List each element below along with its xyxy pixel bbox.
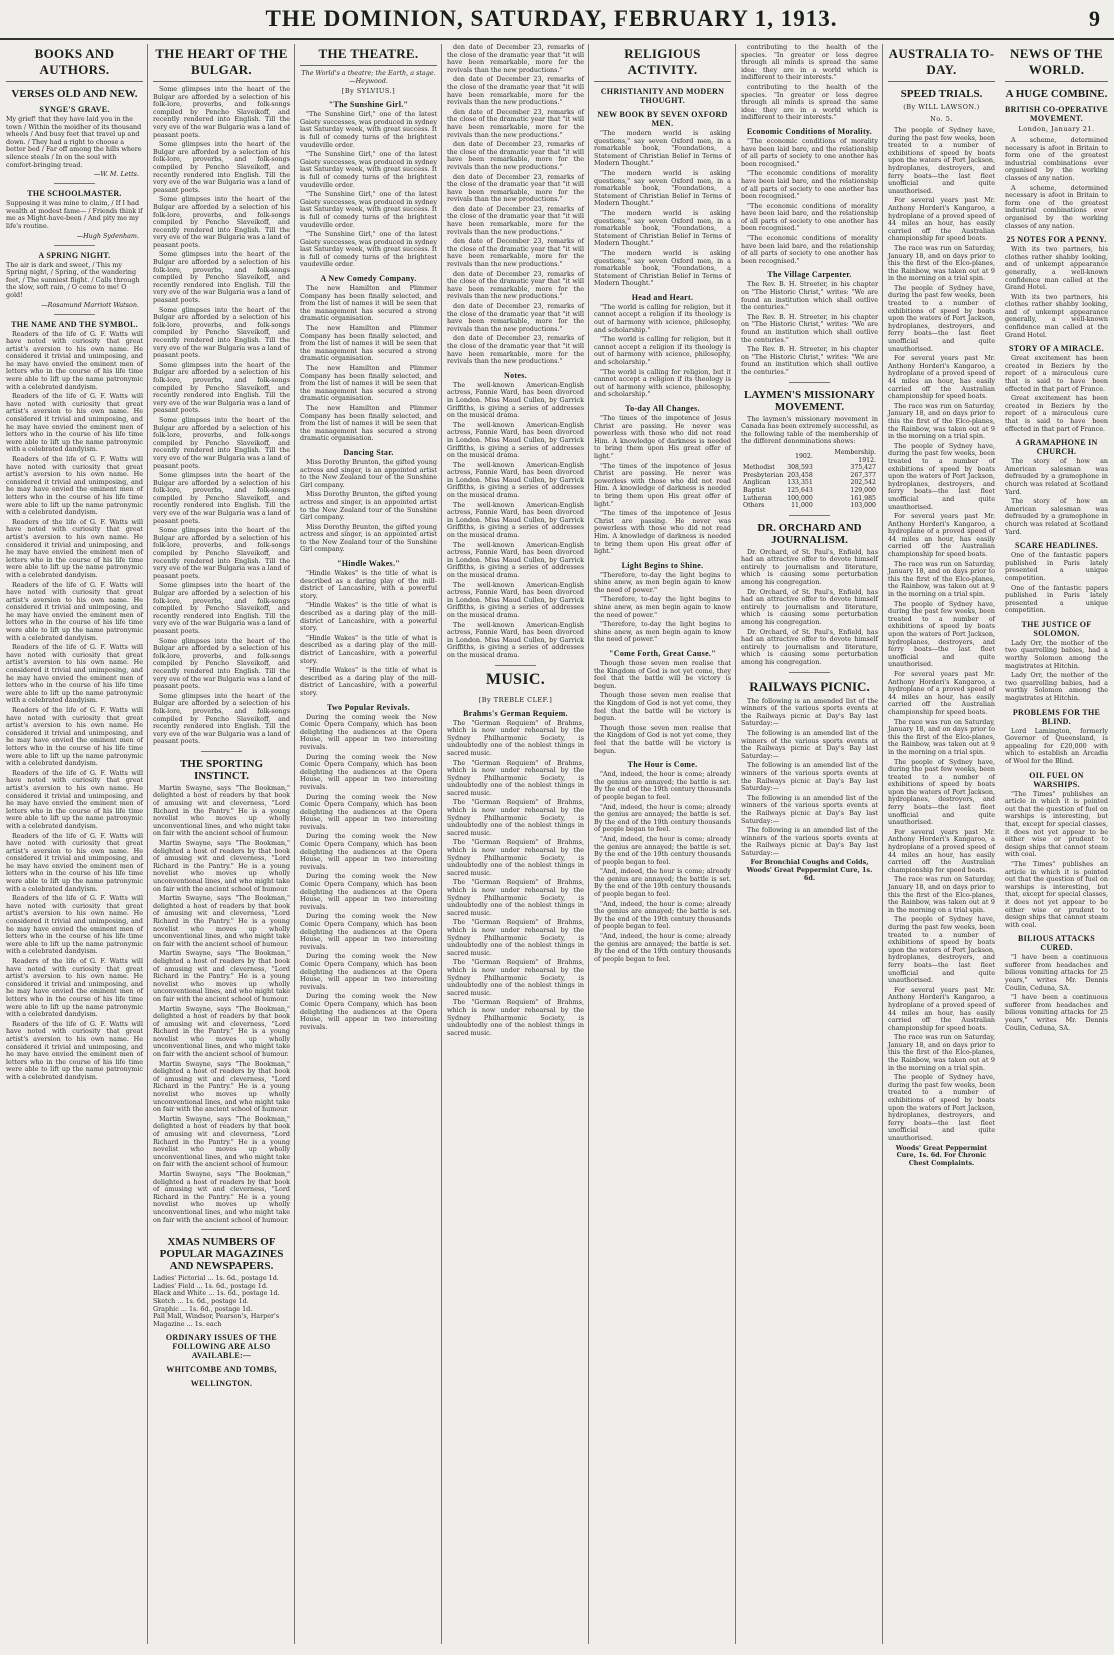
article-text: Martin Swayne, says "The Bookman," delighted a host of readers by that book of amusing wit and cleverness, "Lord Richard in the Pantry." He is a young novelist who moves up wholly unconventional lines, and who might take on fair with the ancient school of humour. xyxy=(153,1169,290,1224)
column-rule xyxy=(441,44,442,1644)
table-row xyxy=(741,502,878,510)
table-cell: 267,377 xyxy=(850,471,876,479)
article-text: During the coming week the New Comic Opera Company, which has been delighting the audiences at the Opera House, will appear in two interesting revivals. xyxy=(300,912,437,951)
article-text: Some glimpses into the heart of the Bulgar are afforded by a selection of his folk-lore, proverbs, and folk-songs compiled by Pencho Slaveikoff, and recently rendered into English. Till the very eve of the war Bulgaria was a land of peasant poets. xyxy=(153,581,290,635)
poem-title: A SPRING NIGHT. xyxy=(38,250,111,260)
article-text: Some glimpses into the heart of the Bulgar are afforded by a selection of his folk-lore, proverbs, and folk-songs compiled by Pencho Slaveikoff, and recently rendered into English. Till the very eve of the war Bulgaria was a land of peasant poets. xyxy=(153,195,290,249)
article-title: DR. ORCHARD AND JOURNALISM. xyxy=(757,521,862,546)
article-text: The story of how an American salesman was defrauded by a gramophone in church was related at Scotland Yard. xyxy=(1005,497,1108,536)
poem-signature: —Rosamund Marriott Watson. xyxy=(41,300,139,309)
article-title: The Village Carpenter. xyxy=(767,270,852,280)
article-text: Great excitement has been created in Beziers by the report of a miraculous cure that is said to have been effected in that part of France. xyxy=(1005,354,1108,393)
article-text: "The economic conditions of morality have been laid bare, and the relationship of all parts of society to one another has been recognised." xyxy=(741,136,878,168)
article-text: During the coming week the New Comic Opera Company, which has been delighting the audiences at the Opera House, will appear in two interesting revivals. xyxy=(300,872,437,911)
subheader: BRITISH CO-OPERATIVE MOVEMENT. xyxy=(1005,105,1108,123)
masthead xyxy=(0,0,1114,40)
table-cell: 100,000 xyxy=(787,494,813,502)
article-title: "The Sunshine Girl." xyxy=(328,100,409,110)
article-text: The "German Requiem" of Brahms, which is now under rehearsal by the Sydney Philharmonic Society, is undoubtedly one of the noblest things in sacred music. xyxy=(447,798,584,837)
article-number: No. 5. xyxy=(930,115,953,123)
article-text: The race was run on Saturday, January 18, and on days prior to this the first of the Elco-planes, the Rainbow, was taken out at 9 in the morning on a trial spin. xyxy=(888,243,995,283)
article-text: The following is an amended list of the winners of the various sports events at the Railways picnic at Day's Bay last Saturday:— xyxy=(741,761,878,793)
article-text: "The Sunshine Girl," one of the latest Gaiety successes, was produced in sydney last Saturday week, with great success. It is full of comedy turns of the brightest vaudeville order. xyxy=(300,230,437,269)
dateline: London, January 21. xyxy=(1018,125,1095,133)
subheader: NEW BOOK BY SEVEN OXFORD MEN. xyxy=(597,110,728,128)
article-text: "The times of the impotence of Jesus Christ are passing. He never was powerless with those who did not read Him. A knowledge of darkness is needed to bring them upon His great offer of light." xyxy=(594,509,731,556)
article-text: Though those seven men realise that the Kingdom of God is not yet come, they feel that the battle will be victory is begun. xyxy=(594,691,731,723)
membership-table xyxy=(741,449,878,510)
article-text: The race was run on Saturday, January 18, and on days prior to this the first of the Elco-planes, the Rainbow, was taken out at 9 in the morning on a trial spin. xyxy=(888,401,995,441)
article-text: The people of Sydney have, during the past few weeks, been treated to a number of exhibitions of speed by boats upon the waters of Port Jackson, hydroplanes, destroyers, and ferry boats—the last fleet unofficial and quite unauthorised. xyxy=(888,757,995,827)
article-text: "Hindle Wakes" is the title of what is described as a daring play of the mill-district of Lancashire, with a powerful story. xyxy=(300,569,437,600)
article-text: With its two partners, his clothes rather shabby looking, and of unkempt appearance generally, a well-known confidence man called at the Grand Hotel. xyxy=(1005,245,1108,292)
article-text: During the coming week the New Comic Opera Company, which has been delighting the audiences at the Opera House, will appear in two interesting revivals. xyxy=(300,792,437,831)
article-text: Readers of the life of G. F. Watts will have noted with curiosity that great artist's aversion to his own name. He considered it trivial and unimposing, and he may have envied the eminent men of letters who in the course of his life time were able to lift up the name patronymic with a celebrated dandyism. xyxy=(6,455,143,517)
article-title: PROBLEMS FOR THE BLIND. xyxy=(1012,707,1101,726)
advert-line: Woods' Great Peppermint Cure, 1s. 6d. For Chronic Chest Complaints. xyxy=(895,1143,988,1167)
advert-subtitle: ORDINARY ISSUES OF THE FOLLOWING ARE ALSO AVAILABLE:— xyxy=(165,1333,278,1361)
article-text: Readers of the life of G. F. Watts will have noted with curiosity that great artist's aversion to his own name. He considered it trivial and unimposing, and he may have envied the eminent men of letters who in the course of his life time were able to lift up the name patronymic with a celebrated dandyism. xyxy=(6,706,143,768)
article-text: The "German Requiem" of Brahms, which is now under rehearsal by the Sydney Philharmonic Society, is undoubtedly one of the noblest things in sacred music. xyxy=(447,758,584,797)
article-text: The new Hamilton and Plimmer Company has been finally selected, and from the list of names it will be seen that the management has secured a strong dramatic organisation. xyxy=(300,403,437,443)
article-text: The people of Sydney have, during the past few weeks, been treated to a number of exhibitions of speed by boats upon the waters of Port Jackson, hydroplanes, destroyers, and ferry boats—the last fleet unofficial and quite unauthorised. xyxy=(888,441,995,511)
article-text: Miss Dorothy Brunton, the gifted young actress and singer, is an appointed artist to the New Zealand tour of the Sunshine Girl company. xyxy=(300,490,437,522)
column-rule xyxy=(735,44,736,1644)
poem-signature: —Hugh Sydenham. xyxy=(76,231,139,240)
article-text: The well-known American-English actress, Fannie Ward, has been divorced in London. Miss Maud Cullen, by Garrick Griffiths, is giving a series of addresses on the musical drama. xyxy=(447,540,584,579)
article-text: One of the fantastic papers published in Paris lately presented a unique competition. xyxy=(1005,551,1108,582)
article-title: THE SPORTING INSTINCT. xyxy=(179,757,264,782)
subheader-verses: VERSES OLD AND NEW. xyxy=(11,88,138,100)
article-text: "The modern world is asking questions," say seven Oxford men, in a remarkable book, "Foundations, a Statement of Christian Belief in Terms of Modern Thought." xyxy=(594,208,731,248)
column-books-and-authors xyxy=(2,44,147,1649)
article-text: Readers of the life of G. F. Watts will have noted with curiosity that great artist's aversion to his own name. He considered it trivial and unimposing, and he may have envied the eminent men of letters who in the course of his life time were able to lift up the name patronymic with a celebrated dandyism. xyxy=(6,894,143,956)
article-text: Some glimpses into the heart of the Bulgar are afforded by a selection of his folk-lore, proverbs, and folk-songs compiled by Pencho Slaveikoff, and recently rendered into English. Till the very eve of the war Bulgaria was a land of peasant poets. xyxy=(153,85,290,139)
article-text: "The Times" publishes an article in which it is pointed out that the question of fuel on warships is interesting, but that, except for special classes, it does not yet appear to be either wise or prudent to design ships that cannot steam with coal. xyxy=(1005,859,1108,929)
table-cell: 202,542 xyxy=(850,479,876,487)
article-text: "Therefore, to-day the light begins to shine anew, as men begin again to know the need of power." xyxy=(594,595,731,619)
article-text: contributing to the health of the species. "In greater or less degree through all minds is spread the same idea: they are in a world which is indifferent to their interests." xyxy=(741,82,878,122)
article-text: "The Sunshine Girl," one of the latest Gaiety successes, was produced in sydney last Saturday week, with great success. It is full of comedy turns of the brightest vaudeville order. xyxy=(300,150,437,189)
article-text: The well-known American-English actress, Fannie Ward, has been divorced in London. Miss Maud Cullen, by Garrick Griffiths, is giving a series of addresses on the musical drama. xyxy=(447,580,584,619)
article-text: Miss Dorothy Brunton, the gifted young actress and singer, is an appointed artist to the New Zealand tour of the Sunshine Girl company. xyxy=(300,457,437,489)
article-text: "Therefore, to-day the light begins to shine anew, as men begin again to know the need of power." xyxy=(594,620,731,644)
article-text: The well-known American-English actress, Fannie Ward, has been divorced in London. Miss Maud Cullen, by Garrick Griffiths, is giving a series of addresses on the musical drama. xyxy=(447,460,584,500)
advert-title: XMAS NUMBERS OF POPULAR MAGAZINES AND NEWSPAPERS. xyxy=(159,1236,284,1273)
column-rule xyxy=(588,44,589,1644)
article-text: "The Sunshine Girl," one of the latest Gaiety successes, was produced in sydney last Saturday week, with great success. It is full of comedy turns of the brightest vaudeville order. xyxy=(300,110,437,149)
column-religious xyxy=(590,44,735,1649)
article-text: den date of December 23, remarks of the close of the dramatic year that "it will have been remarkable, more for the revivals than the new productions." xyxy=(447,269,584,301)
article-text: "Hindle Wakes" is the title of what is described as a daring play of the mill-district of Lancashire, with a powerful story. xyxy=(300,633,437,665)
table-row xyxy=(741,487,878,495)
table-cell: 103,000 xyxy=(850,502,876,510)
column-australia xyxy=(884,44,999,1649)
table-cell: 133,351 xyxy=(787,479,813,487)
article-text: The people of Sydney have, during the past few weeks, been treated to a number of exhibitions of speed by boats upon the waters of Port Jackson, hydroplanes, destroyers, and ferry boats—the last fleet unofficial and quite unauthorised. xyxy=(888,1073,995,1142)
article-text: "And, indeed, the hour is come; already the genius are annayed; the battle is set. By the end of the 19th century thousands of people began to feel. xyxy=(594,932,731,963)
article-text: "The economic conditions of morality have been laid bare, and the relationship of all parts of society to one another has been recognised." xyxy=(741,234,878,265)
article-title: LAYMEN'S MISSIONARY MOVEMENT. xyxy=(744,388,875,413)
article-text: With its two partners, his clothes rather shabby looking, and of unkempt appearance generally, a well-known confidence man called at the Grand Hotel. xyxy=(1005,292,1108,339)
article-text: Some glimpses into the heart of the Bulgar are afforded by a selection of his folk-lore, proverbs, and folk-songs compiled by Pencho Slaveikoff, and recently rendered into English. Till the very eve of the war Bulgaria was a land of peasant poets. xyxy=(153,250,290,305)
article-text: The well-known American-English actress, Fannie Ward, has been divorced in London. Miss Maud Cullen, by Garrick Griffiths, is giving a series of addresses on the musical drama. xyxy=(447,500,584,540)
article-text: Great excitement has been created in Beziers by the report of a miraculous cure that is said to have been effected in that part of France. xyxy=(1005,394,1108,433)
article-text: The new Hamilton and Plimmer Company has been finally selected, and from the list of names it will be seen that the management has secured a strong dramatic organisation. xyxy=(300,284,437,323)
article-text: The people of Sydney have, during the past few weeks, been treated to a number of exhibitions of speed by boats upon the waters of Port Jackson, hydroplanes, destroyers, and ferry boats—the last fleet unofficial and quite unauthorised. xyxy=(888,283,995,353)
article-text: Readers of the life of G. F. Watts will have noted with curiosity that great artist's aversion to his own name. He considered it trivial and unimposing, and he may have envied the eminent men of letters who in the course of his life time were able to lift up the name patronymic with a celebrated dandyism. xyxy=(6,580,143,642)
article-text: "The world is calling for religion, but it cannot accept a religion if its theology is out of harmony with science, philosophy, and scholarship." xyxy=(594,367,731,399)
subheader: A HUGE COMBINE. xyxy=(1005,88,1108,100)
epigraph: The World's a theatre; the Earth, a stage.—Heywood. xyxy=(301,69,436,85)
article-text: Lord Lamington, formerly Governor of Queensland, is appealing for £20,000 with which to establish an Arcadia of Wool for the Blind. xyxy=(1005,726,1108,765)
article-text: Dr. Orchard, of St. Paul's, Enfield, has had an attractive offer to devote himself entirely to journalism and literature, which is causing some perturbation among his congregation. xyxy=(741,627,878,666)
article-text: "The economic conditions of morality have been laid bare, and the relationship of all parts of society to one another has been recognised." xyxy=(741,201,878,233)
table-header-cell xyxy=(741,449,785,464)
byline: (By WILL LAWSON.) xyxy=(903,103,980,111)
article-text: den date of December 23, remarks of the close of the dramatic year that "it will have been remarkable, more for the revivals than the new productions." xyxy=(447,75,584,107)
article-text: "The times of the impotence of Jesus Christ are passing. He never was powerless with those who did not read Him. A knowledge of darkness is needed to bring them upon His great offer of light." xyxy=(594,414,731,460)
column-rule xyxy=(147,44,148,1644)
article-title: The Hour is Come. xyxy=(627,760,698,770)
article-text: "Therefore, to-day the light begins to shine anew, as men begin again to know the need of power." xyxy=(594,570,731,594)
advert-item: Sketch ... 1s. 6d., postage 1d. xyxy=(153,1296,249,1305)
article-text: "The Sunshine Girl," one of the latest Gaiety successes, was produced in sydney last Saturday week, with great success. It is full of comedy turns of the brightest vaudeville order. xyxy=(300,190,437,229)
article-text: The well-known American-English actress, Fannie Ward, has been divorced in London. Miss Maud Cullen, by Garrick Griffiths, is giving a series of addresses on the musical drama. xyxy=(447,620,584,659)
article-title: 25 NOTES FOR A PENNY. xyxy=(1006,235,1107,245)
article-text: The people of Sydney have, during the past few weeks, been treated to a number of exhibitions of speed by boats upon the waters of Port Jackson, hydroplanes, destroyers, and ferry boats—the last fleet unofficial and quite unauthorised. xyxy=(888,915,995,985)
article-text: Martin Swayne, says "The Bookman," delighted a host of readers by that book of amusing wit and cleverness, "Lord Richard in the Pantry." He is a young novelist who moves up wholly unconventional lines, and who might take on fair with the ancient school of humour. xyxy=(153,894,290,948)
article-text: During the coming week the New Comic Opera Company, which has been delighting the audiences at the Opera House, will appear in two interesting revivals. xyxy=(300,952,437,991)
separator xyxy=(54,314,95,315)
article-text: The laymen's missionary movement in Canada has been extremely successful, as the following table of the membership of the different denominations shows: xyxy=(741,414,878,446)
column-religious-continued xyxy=(737,44,882,1649)
article-text: During the coming week the New Comic Opera Company, which has been delighting the audiences at the Opera House, will appear in two interesting revivals. xyxy=(300,712,437,751)
advert-line: For Bronchial Coughs and Colds, Woods' Great Peppermint Cure, 1s. 6d. xyxy=(746,858,873,882)
article-text: For several years past Mr. Anthony Horderi's Kangaroo, a hydroplane of a proved speed of 44 miles an hour, has easily carried off the Australian championship for speed boats. xyxy=(888,669,995,716)
article-text: Readers of the life of G. F. Watts will have noted with curiosity that great artist's aversion to his own name. He considered it trivial and unimposing, and he may have envied the eminent men of letters who in the course of his life time were able to lift up the name patronymic with a celebrated dandyism. xyxy=(6,831,143,893)
article-text: Some glimpses into the heart of the Bulgar are afforded by a selection of his folk-lore, proverbs, and folk-songs compiled by Pencho Slaveikoff, and recently rendered into English. Till the very eve of the war Bulgaria was a land of peasant poets. xyxy=(153,305,290,360)
section-header-bulgar: THE HEART OF THE BULGAR. xyxy=(153,46,290,82)
article-text: den date of December 23, remarks of the close of the dramatic year that "it will have been remarkable, more for the revivals than the new productions." xyxy=(447,107,584,139)
advert-signature: WELLINGTON. xyxy=(190,1379,253,1389)
advert-item: Graphic ... 1s. 6d., postage 1d. xyxy=(153,1304,253,1313)
article-text: For several years past Mr. Anthony Horderi's Kangaroo, a hydroplane of a proved speed of 44 miles an hour, has easily carried off the Australian championship for speed boats. xyxy=(888,512,995,559)
article-title: STORY OF A MIRACLE. xyxy=(1009,344,1104,354)
poem-text: The air is dark and sweet, / This my Spring night, / Spring, of the wandering feet, / The sunniest flight. / Calls through the slow, soft rain, / O come to me! O gold! xyxy=(6,260,140,299)
article-text: The Rev. B. H. Streeter, in his chapter on "The Historic Christ," writes: "We are found an institution which shall outlive the centuries." xyxy=(741,312,878,344)
table-header-cell: 1902. xyxy=(795,452,813,460)
article-text: The Rev. B. H. Streeter, in his chapter on "The Historic Christ," writes: "We are found an institution which shall outlive the centuries." xyxy=(741,345,878,376)
article-text: The following is an amended list of the winners of the various sports events at the Railways picnic at Day's Bay last Saturday:— xyxy=(741,793,878,825)
article-text: den date of December 23, remarks of the close of the dramatic year that "it will have been remarkable, more for the revivals than the new productions." xyxy=(447,44,584,74)
article-text: Miss Dorothy Brunton, the gifted young actress and singer, is an appointed artist to the New Zealand tour of the Sunshine Girl company. xyxy=(300,522,437,554)
table-cell: Methodist xyxy=(743,464,775,472)
article-text: Martin Swayne, says "The Bookman," delighted a host of readers by that book of amusing wit and cleverness, "Lord Richard in the Pantry." He is a young novelist who moves up wholly unconventional lines, and who might take on fair with the ancient school of humour. xyxy=(153,783,290,838)
article-text: The following is an amended list of the winners of the various sports events at the Railways picnic at Day's Bay last Saturday:— xyxy=(741,826,878,857)
article-text: For several years past Mr. Anthony Horderi's Kangaroo, a hydroplane of a proved speed of 44 miles an hour, has easily carried off the Australian championship for speed boats. xyxy=(888,827,995,874)
article-text: During the coming week the New Comic Opera Company, which has been delighting the audiences at the Opera House, will appear in two interesting revivals. xyxy=(300,992,437,1031)
poem-title: SYNGE'S GRAVE. xyxy=(39,105,110,114)
article-text: Readers of the life of G. F. Watts will have noted with curiosity that great artist's aversion to his own name. He considered it trivial and unimposing, and he may have envied the eminent men of letters who in the course of his life time were able to lift up the name patronymic with a celebrated dandyism. xyxy=(6,392,143,454)
article-title: A New Comedy Company. xyxy=(320,274,417,284)
byline: [By SYLVIUS.] xyxy=(341,87,396,96)
article-text: Some glimpses into the heart of the Bulgar are afforded by a selection of his folk-lore, proverbs, and folk-songs compiled by Pencho Slaveikoff, and recently rendered into English. Till the very eve of the war Bulgaria was a land of peasant poets. xyxy=(153,471,290,525)
article-text: For several years past Mr. Anthony Horderi's Kangaroo, a hydroplane of a proved speed of 44 miles an hour, has easily carried off the Australian championship for speed boats. xyxy=(888,354,995,401)
article-text: The Rev. B. H. Streeter, in his chapter on "The Historic Christ," writes: "We are found an institution which shall outlive the centuries." xyxy=(741,280,878,312)
article-text: Readers of the life of G. F. Watts will have noted with curiosity that great artist's aversion to his own name. He considered it trivial and unimposing, and he may have envied the eminent men of letters who in the course of his life time were able to lift up the name patronymic with a celebrated dandyism. xyxy=(6,768,143,830)
article-text: The race was run on Saturday, January 18, and on days prior to this the first of the Elco-planes, the Rainbow, was taken out at 9 in the morning on a trial spin. xyxy=(888,875,995,914)
article-title: THE JUSTICE OF SOLOMON. xyxy=(1021,619,1092,638)
subheader: SPEED TRIALS. xyxy=(900,88,983,100)
article-text: Some glimpses into the heart of the Bulgar are afforded by a selection of his folk-lore, proverbs, and folk-songs compiled by Pencho Slaveikoff, and recently rendered into English. Till the very eve of the war Bulgaria was a land of peasant poets. xyxy=(153,691,290,746)
article-text: During the coming week the New Comic Opera Company, which has been delighting the audiences at the Opera House, will appear in two interesting revivals. xyxy=(300,752,437,791)
advert-item: Ladies' Pictorial ... 1s. 6d., postage 1d. xyxy=(153,1274,279,1283)
article-text: During the coming week the New Comic Opera Company, which has been delighting the audiences at the Opera House, will appear in two interesting revivals. xyxy=(300,832,437,871)
article-text: The following is an amended list of the winners of the various sports events at the Railways picnic at Day's Bay last Saturday:— xyxy=(741,728,878,760)
article-text: The "German Requiem" of Brahms, which is now under rehearsal by the Sydney Philharmonic Society, is undoubtedly one of the noblest things in sacred music. xyxy=(447,838,584,877)
article-text: Readers of the life of G. F. Watts will have noted with curiosity that great artist's aversion to his own name. He considered it trivial and unimposing, and he may have envied the eminent men of letters who in the course of his life time were able to lift up the name patronymic with a celebrated dandyism. xyxy=(6,957,143,1019)
page-number: 9 xyxy=(1089,6,1100,31)
article-text: The race was run on Saturday, January 18, and on days prior to this the first of the Elco-planes, the Rainbow, was taken out at 9 in the morning on a trial spin. xyxy=(888,717,995,756)
section-header-religious: RELIGIOUS ACTIVITY. xyxy=(594,46,731,82)
byline: [By TREBLE CLEF.] xyxy=(478,695,553,704)
article-text: The race was run on Saturday, January 18, and on days prior to this the first of the Elco-planes, the Rainbow, was taken out at 9 in the morning on a trial spin. xyxy=(888,559,995,599)
article-text: Some glimpses into the heart of the Bulgar are afforded by a selection of his folk-lore, proverbs, and folk-songs compiled by Pencho Slaveikoff, and recently rendered into English. Till the very eve of the war Bulgaria was a land of peasant poets. xyxy=(153,526,290,580)
article-text: Dr. Orchard, of St. Paul's, Enfield, has had an attractive offer to devote himself entirely to journalism and literature, which is causing some perturbation among his congregation. xyxy=(741,587,878,627)
article-text: Martin Swayne, says "The Bookman," delighted a host of readers by that book of amusing wit and cleverness, "Lord Richard in the Pantry." He is a young novelist who moves up wholly unconventional lines, and who might take on fair with the ancient school of humour. xyxy=(153,1059,290,1114)
article-text: den date of December 23, remarks of the close of the dramatic year that "it will have been remarkable, more for the revivals than the new productions." xyxy=(447,302,584,333)
table-cell: 125,643 xyxy=(787,486,813,494)
article-text: "Hindle Wakes" is the title of what is described as a daring play of the mill-district of Lancashire, with a powerful story. xyxy=(300,601,437,633)
table-cell: 11,000 xyxy=(791,502,813,510)
article-text: "I have been a continuous sufferer from headaches and bilious vomiting attacks for 25 years," writes Mr. Dennis Coulin, Ceduna, SA. xyxy=(1005,993,1108,1032)
article-text: For several years past Mr. Anthony Horderi's Kangaroo, a hydroplane of a proved speed of 44 miles an hour, has easily carried off the Australian championship for speed boats. xyxy=(888,985,995,1032)
article-text: The new Hamilton and Plimmer Company has been finally selected, and from the list of names it will be seen that the management has secured a strong dramatic organisation. xyxy=(300,324,437,363)
article-title: Head and Heart. xyxy=(631,292,694,302)
article-title: SCARE HEADLINES. xyxy=(1014,541,1099,551)
article-text: "The world is calling for religion, but it cannot accept a religion if its theology is out of harmony with science, philosophy, and scholarship." xyxy=(594,302,731,334)
separator xyxy=(54,183,95,184)
advert-item: Pall Mall, Windsor, Pearson's, Harper's Magazine ... 1s. each xyxy=(153,1312,280,1328)
article-text: "The modern world is asking questions," say seven Oxford men, in a remarkable book, "Foundations, a Statement of Christian Belief in Terms of Modern Thought." xyxy=(594,248,731,288)
separator xyxy=(495,665,536,666)
article-text: The race was run on Saturday, January 18, and on days prior to this the first of the Elco-planes, the Rainbow, was taken out at 9 in the morning on a trial spin. xyxy=(888,1033,995,1072)
advert-signature: WHITCOMBE AND TOMBS, xyxy=(166,1365,277,1375)
poem-signature: —W. M. Letts. xyxy=(94,170,139,179)
article-text: "The modern world is asking questions," say seven Oxford men, in a remarkable book, "Foundations, a Statement of Christian Belief in Terms of Modern Thought." xyxy=(594,129,731,168)
article-text: Some glimpses into the heart of the Bulgar are afforded by a selection of his folk-lore, proverbs, and folk-songs compiled by Pencho Slaveikoff, and recently rendered into English. Till the very eve of the war Bulgaria was a land of peasant poets. xyxy=(153,360,290,415)
article-title: BILIOUS ATTACKS CURED. xyxy=(1018,934,1095,953)
table-cell: Others xyxy=(743,502,765,510)
table-header-cell: Membership. 1912. xyxy=(834,448,876,464)
article-title: Dancing Star. xyxy=(343,447,394,457)
article-text: den date of December 23, remarks of the close of the dramatic year that "it will have been remarkable, more for the revivals than the new productions." xyxy=(447,334,584,366)
article-title: RAILWAYS PICNIC. xyxy=(749,678,870,694)
article-text: Readers of the life of G. F. Watts will have noted with curiosity that great artist's aversion to his own name. He considered it trivial and unimposing, and he may have envied the eminent men of letters who in the course of his life time were able to lift up the name patronymic with a celebrated dandyism. xyxy=(6,517,143,579)
article-text: The "German Requiem" of Brahms, which is now under rehearsal by the Sydney Philharmonic Society, is undoubtedly one of the noblest things in sacred music. xyxy=(447,998,584,1037)
section-header-music: MUSIC. xyxy=(485,670,546,688)
separator xyxy=(54,245,95,246)
article-text: Readers of the life of G. F. Watts will have noted with curiosity that great artist's aversion to his own name. He considered it trivial and unimposing, and he may have envied the eminent men of letters who in the course of his life time were able to lift up the name patronymic with a celebrated dandyism. xyxy=(6,329,143,391)
table-row xyxy=(741,464,878,472)
article-title: Two Popular Revivals. xyxy=(326,702,411,712)
article-text: Martin Swayne, says "The Bookman," delighted a host of readers by that book of amusing wit and cleverness, "Lord Richard in the Pantry." He is a young novelist who moves up wholly unconventional lines, and who might take on fair with the ancient school of humour. xyxy=(153,949,290,1003)
table-cell: 161,985 xyxy=(850,494,876,502)
article-text: Some glimpses into the heart of the Bulgar are afforded by a selection of his folk-lore, proverbs, and folk-songs compiled by Pencho Slaveikoff, and recently rendered into English. Till the very eve of the war Bulgaria was a land of peasant poets. xyxy=(153,636,290,691)
column-rule xyxy=(882,44,883,1644)
table-cell: 129,000 xyxy=(850,486,876,494)
article-text: The people of Sydney have, during the past few weeks, been treated to a number of exhibitions of speed by boats upon the waters of Port Jackson, hydroplanes, destroyers, and ferry boats—the last fleet unofficial and quite unauthorised. xyxy=(888,126,995,195)
article-text: "The modern world is asking questions," say seven Oxford men, in a remarkable book, "Foundations, a Statement of Christian Belief in Terms of Modern Thought." xyxy=(594,168,731,208)
article-text: "And, indeed, the hour is come; already the genius are annayed; the battle is set. By the end of the 19th century thousands of people began to feel. xyxy=(594,899,731,931)
article-text: "The economic conditions of morality have been laid bare, and the relationship of all parts of society to one another has been recognised." xyxy=(741,169,878,201)
table-cell: Presbyterian xyxy=(743,471,784,479)
table-cell: Lutheran xyxy=(743,494,772,502)
column-theatre-music xyxy=(443,44,588,1649)
article-text: The "German Requiem" of Brahms, which is now under rehearsal by the Sydney Philharmonic Society, is undoubtedly one of the noblest things in sacred music. xyxy=(447,918,584,957)
separator xyxy=(789,515,830,516)
table-row xyxy=(741,479,878,487)
article-text: Readers of the life of G. F. Watts will have noted with curiosity that great artist's aversion to his own name. He considered it trivial and unimposing, and he may have envied the eminent men of letters who in the course of his life time were able to lift up the name patronymic with a celebrated dandyism. xyxy=(6,643,143,705)
advert-item: Ladies' Field ... 1s. 6d., postage 1d. xyxy=(153,1281,268,1290)
article-text: den date of December 23, remarks of the close of the dramatic year that "it will have been remarkable, more for the revivals than the new productions." xyxy=(447,140,584,171)
subheader: CHRISTIANITY AND MODERN THOUGHT. xyxy=(600,87,725,105)
article-title: Light Begins to Shine. xyxy=(621,560,704,570)
table-row xyxy=(741,472,878,480)
article-text: Martin Swayne, says "The Bookman," delighted a host of readers by that book of amusing wit and cleverness, "Lord Richard in the Pantry." He is a young novelist who moves up wholly unconventional lines, and who might take on fair with the ancient school of humour. xyxy=(153,1114,290,1169)
article-text: For several years past Mr. Anthony Horderi's Kangaroo, a hydroplane of a proved speed of 44 miles an hour, has easily carried off the Australian championship for speed boats. xyxy=(888,196,995,243)
article-text: "Hindle Wakes" is the title of what is described as a daring play of the mill-district of Lancashire, with a powerful story. xyxy=(300,666,437,697)
article-text: "The world is calling for religion, but it cannot accept a religion if its theology is out of harmony with science, philosophy, and scholarship." xyxy=(594,335,731,367)
article-text: Though those seven men realise that the Kingdom of God is not yet come, they feel that the battle will be victory is begun. xyxy=(594,723,731,755)
article-text: "And, indeed, the hour is come; already the genius are annayed; the battle is set. By the end of the 19th century thousands of people began to feel. xyxy=(594,834,731,866)
article-text: contributing to the health of the species. "In greater or less degree through all minds is spread the same idea: they are in a world which is indifferent to their interests." xyxy=(741,44,878,82)
section-header-news: NEWS OF THE WORLD. xyxy=(1005,46,1108,82)
article-text: Some glimpses into the heart of the Bulgar are afforded by a selection of his folk-lore, proverbs, and folk-songs compiled by Pencho Slaveikoff, and recently rendered into English. Till the very eve of the war Bulgaria was a land of peasant poets. xyxy=(153,140,290,194)
article-text: Some glimpses into the heart of the Bulgar are afforded by a selection of his folk-lore, proverbs, and folk-songs compiled by Pencho Slaveikoff, and recently rendered into English. Till the very eve of the war Bulgaria was a land of peasant poets. xyxy=(153,415,290,470)
advert-item: Black and White ... 1s. 6d., postage 1d. xyxy=(153,1289,280,1298)
article-text: The new Hamilton and Plimmer Company has been finally selected, and from the list of names it will be seen that the management has secured a strong dramatic organisation. xyxy=(300,364,437,403)
article-title: "Come Forth, Great Cause." xyxy=(609,649,716,659)
article-title: OIL FUEL ON WARSHIPS. xyxy=(1029,770,1084,789)
article-text: The well-known American-English actress, Fannie Ward, has been divorced in London. Miss Maud Cullen, by Garrick Griffiths, is giving a series of addresses on the musical drama. xyxy=(447,420,584,460)
article-title: Notes. xyxy=(504,370,527,380)
article-text: The story of how an American salesman was defrauded by a gramophone in church was related at Scotland Yard. xyxy=(1005,457,1108,496)
article-text: The "German Requiem" of Brahms, which is now under rehearsal by the Sydney Philharmonic Society, is undoubtedly one of the noblest things in sacred music. xyxy=(447,878,584,917)
article-title: Economic Conditions of Morality. xyxy=(746,126,873,136)
article-text: Lady Orr, the mother of the two quarrelling babies, had a worthy Solomon among the magistrates at Hitchin. xyxy=(1005,671,1108,703)
separator xyxy=(789,672,830,673)
section-header-australia: AUSTRALIA TO-DAY. xyxy=(888,46,995,82)
section-header-books: BOOKS AND AUTHORS. xyxy=(6,46,143,82)
article-text: Readers of the life of G. F. Watts will have noted with curiosity that great artist's aversion to his own name. He considered it trivial and unimposing, and he may have envied the eminent men of letters who in the course of his life time were able to lift up the name patronymic with a celebrated dandyism. xyxy=(6,1019,143,1081)
table-cell: 308,593 xyxy=(787,464,813,472)
separator xyxy=(201,751,242,752)
article-text: Lady Orr, the mother of the two quarrelling babies, had a worthy Solomon among the magistrates at Hitchin. xyxy=(1005,638,1108,670)
section-header-theatre: THE THEATRE. xyxy=(300,46,437,66)
article-text: "The times of the impotence of Jesus Christ are passing. He never was powerless with those who did not read Him. A knowledge of darkness is needed to bring them upon His great offer of light." xyxy=(594,461,731,508)
column-bulgar xyxy=(149,44,294,1649)
article-text: Dr. Orchard, of St. Paul's, Enfield, has had an attractive offer to devote himself entirely to journalism and literature, which is causing some perturbation among his congregation. xyxy=(741,547,878,587)
article-title: THE NAME AND THE SYMBOL. xyxy=(11,319,138,329)
separator xyxy=(789,382,830,383)
article-text: "And, indeed, the hour is come; already the genius are annayed; the battle is set. By the end of the 19th century thousands of people began to feel. xyxy=(594,867,731,899)
article-text: Martin Swayne, says "The Bookman," delighted a host of readers by that book of amusing wit and cleverness, "Lord Richard in the Pantry." He is a young novelist who moves up wholly unconventional lines, and who might take on fair with the ancient school of humour. xyxy=(153,1004,290,1059)
article-text: The following is an amended list of the winners of the various sports events at the Railways picnic at Day's Bay last Saturday:— xyxy=(741,696,878,728)
column-rule xyxy=(294,44,295,1644)
column-news-of-the-world xyxy=(1001,44,1112,1649)
article-text: One of the fantastic papers published in Paris lately presented a unique competition. xyxy=(1005,583,1108,615)
table-header-row xyxy=(741,449,878,464)
separator xyxy=(201,1229,242,1230)
table-cell: 375,427 xyxy=(850,464,876,472)
poem-text: Supposing it was mine to claim, / If I had wealth at modest fame— / Friends think if me as Might-have-been / And pity me my life's routine. xyxy=(6,199,143,230)
article-text: The "German Requiem" of Brahms, which is now under rehearsal by the Sydney Philharmonic Society, is undoubtedly one of the noblest things in sacred music. xyxy=(447,958,584,997)
article-title: A GRAMAPHONE IN CHURCH. xyxy=(1015,438,1098,457)
article-text: "And, indeed, the hour is come; already the genius are annayed; the battle is set. By the end of the 19th century thousands of people began to feel. xyxy=(594,802,731,834)
table-cell: Baptist xyxy=(743,486,766,494)
article-text: The well-known American-English actress, Fannie Ward, has been divorced in London. Miss Maud Cullen, by Garrick Griffiths, is giving a series of addresses on the musical drama. xyxy=(447,380,584,420)
column-theatre xyxy=(296,44,441,1649)
article-title: "Hindle Wakes." xyxy=(336,559,401,569)
article-text: Though those seven men realise that the Kingdom of God is not yet come, they feel that the battle will be victory is begun. xyxy=(594,659,731,690)
table-cell: Anglican xyxy=(743,479,771,487)
article-text: A scheme, determined necessary is afoot in Britain to form one of the greatest industrial combinations ever organised by the working classes of any nation. xyxy=(1005,183,1108,230)
masthead-title: THE DOMINION, SATURDAY, FEBRUARY 1, 1913. xyxy=(265,6,838,31)
table-row xyxy=(741,495,878,503)
article-text: "I have been a continuous sufferer from headaches and bilious vomiting attacks for 25 years," writes Mr. Dennis Coulin, Ceduna, SA. xyxy=(1005,953,1108,992)
article-text: den date of December 23, remarks of the close of the dramatic year that "it will have been remarkable, more for the revivals than the new productions." xyxy=(447,172,584,204)
article-text: den date of December 23, remarks of the close of the dramatic year that "it will have been remarkable, more for the revivals than the new productions." xyxy=(447,237,584,269)
article-title: To-day All Changes. xyxy=(625,404,700,413)
article-text: The people of Sydney have, during the past few weeks, been treated to a number of exhibitions of speed by boats upon the waters of Port Jackson, hydroplanes, destroyers, and ferry boats—the last fleet unofficial and quite unauthorised. xyxy=(888,599,995,669)
table-cell: 203,458 xyxy=(787,471,813,479)
article-text: "And, indeed, the hour is come; already the genius are annayed; the battle is set. By the end of the 19th century thousands of people began to feel. xyxy=(594,770,731,801)
poem-text: My grief! that they have laid you in the town / Within the moidher of its thousand wheels / And busy feet that travel up and down. / They had a right to choose a better bed / Far off among the hills where silence steals / In on the soul with comfort-bringing tread. xyxy=(6,115,142,169)
article-text: A scheme, determined necessary is afoot in Britain to form one of the greatest industrial combinations ever organised by the working classes of any nation. xyxy=(1005,136,1108,182)
article-text: "The Times" publishes an article in which it is pointed out that the question of fuel on warships is interesting, but that, except for special classes, it does not yet appear to be either wise or prudent to design ships that cannot steam with coal. xyxy=(1005,789,1108,859)
article-text: Martin Swayne, says "The Bookman," delighted a host of readers by that book of amusing wit and cleverness, "Lord Richard in the Pantry." He is a young novelist who moves up wholly unconventional lines, and who might take on fair with the ancient school of humour. xyxy=(153,839,290,893)
article-title: Brahms's German Requiem. xyxy=(463,708,568,718)
poem-title: THE SCHOOLMASTER. xyxy=(27,189,122,199)
article-text: The "German Requiem" of Brahms, which is now under rehearsal by the Sydney Philharmonic Society, is undoubtedly one of the noblest things in sacred music. xyxy=(447,718,584,757)
article-text: den date of December 23, remarks of the close of the dramatic year that "it will have been remarkable, more for the revivals than the new productions." xyxy=(447,204,584,236)
